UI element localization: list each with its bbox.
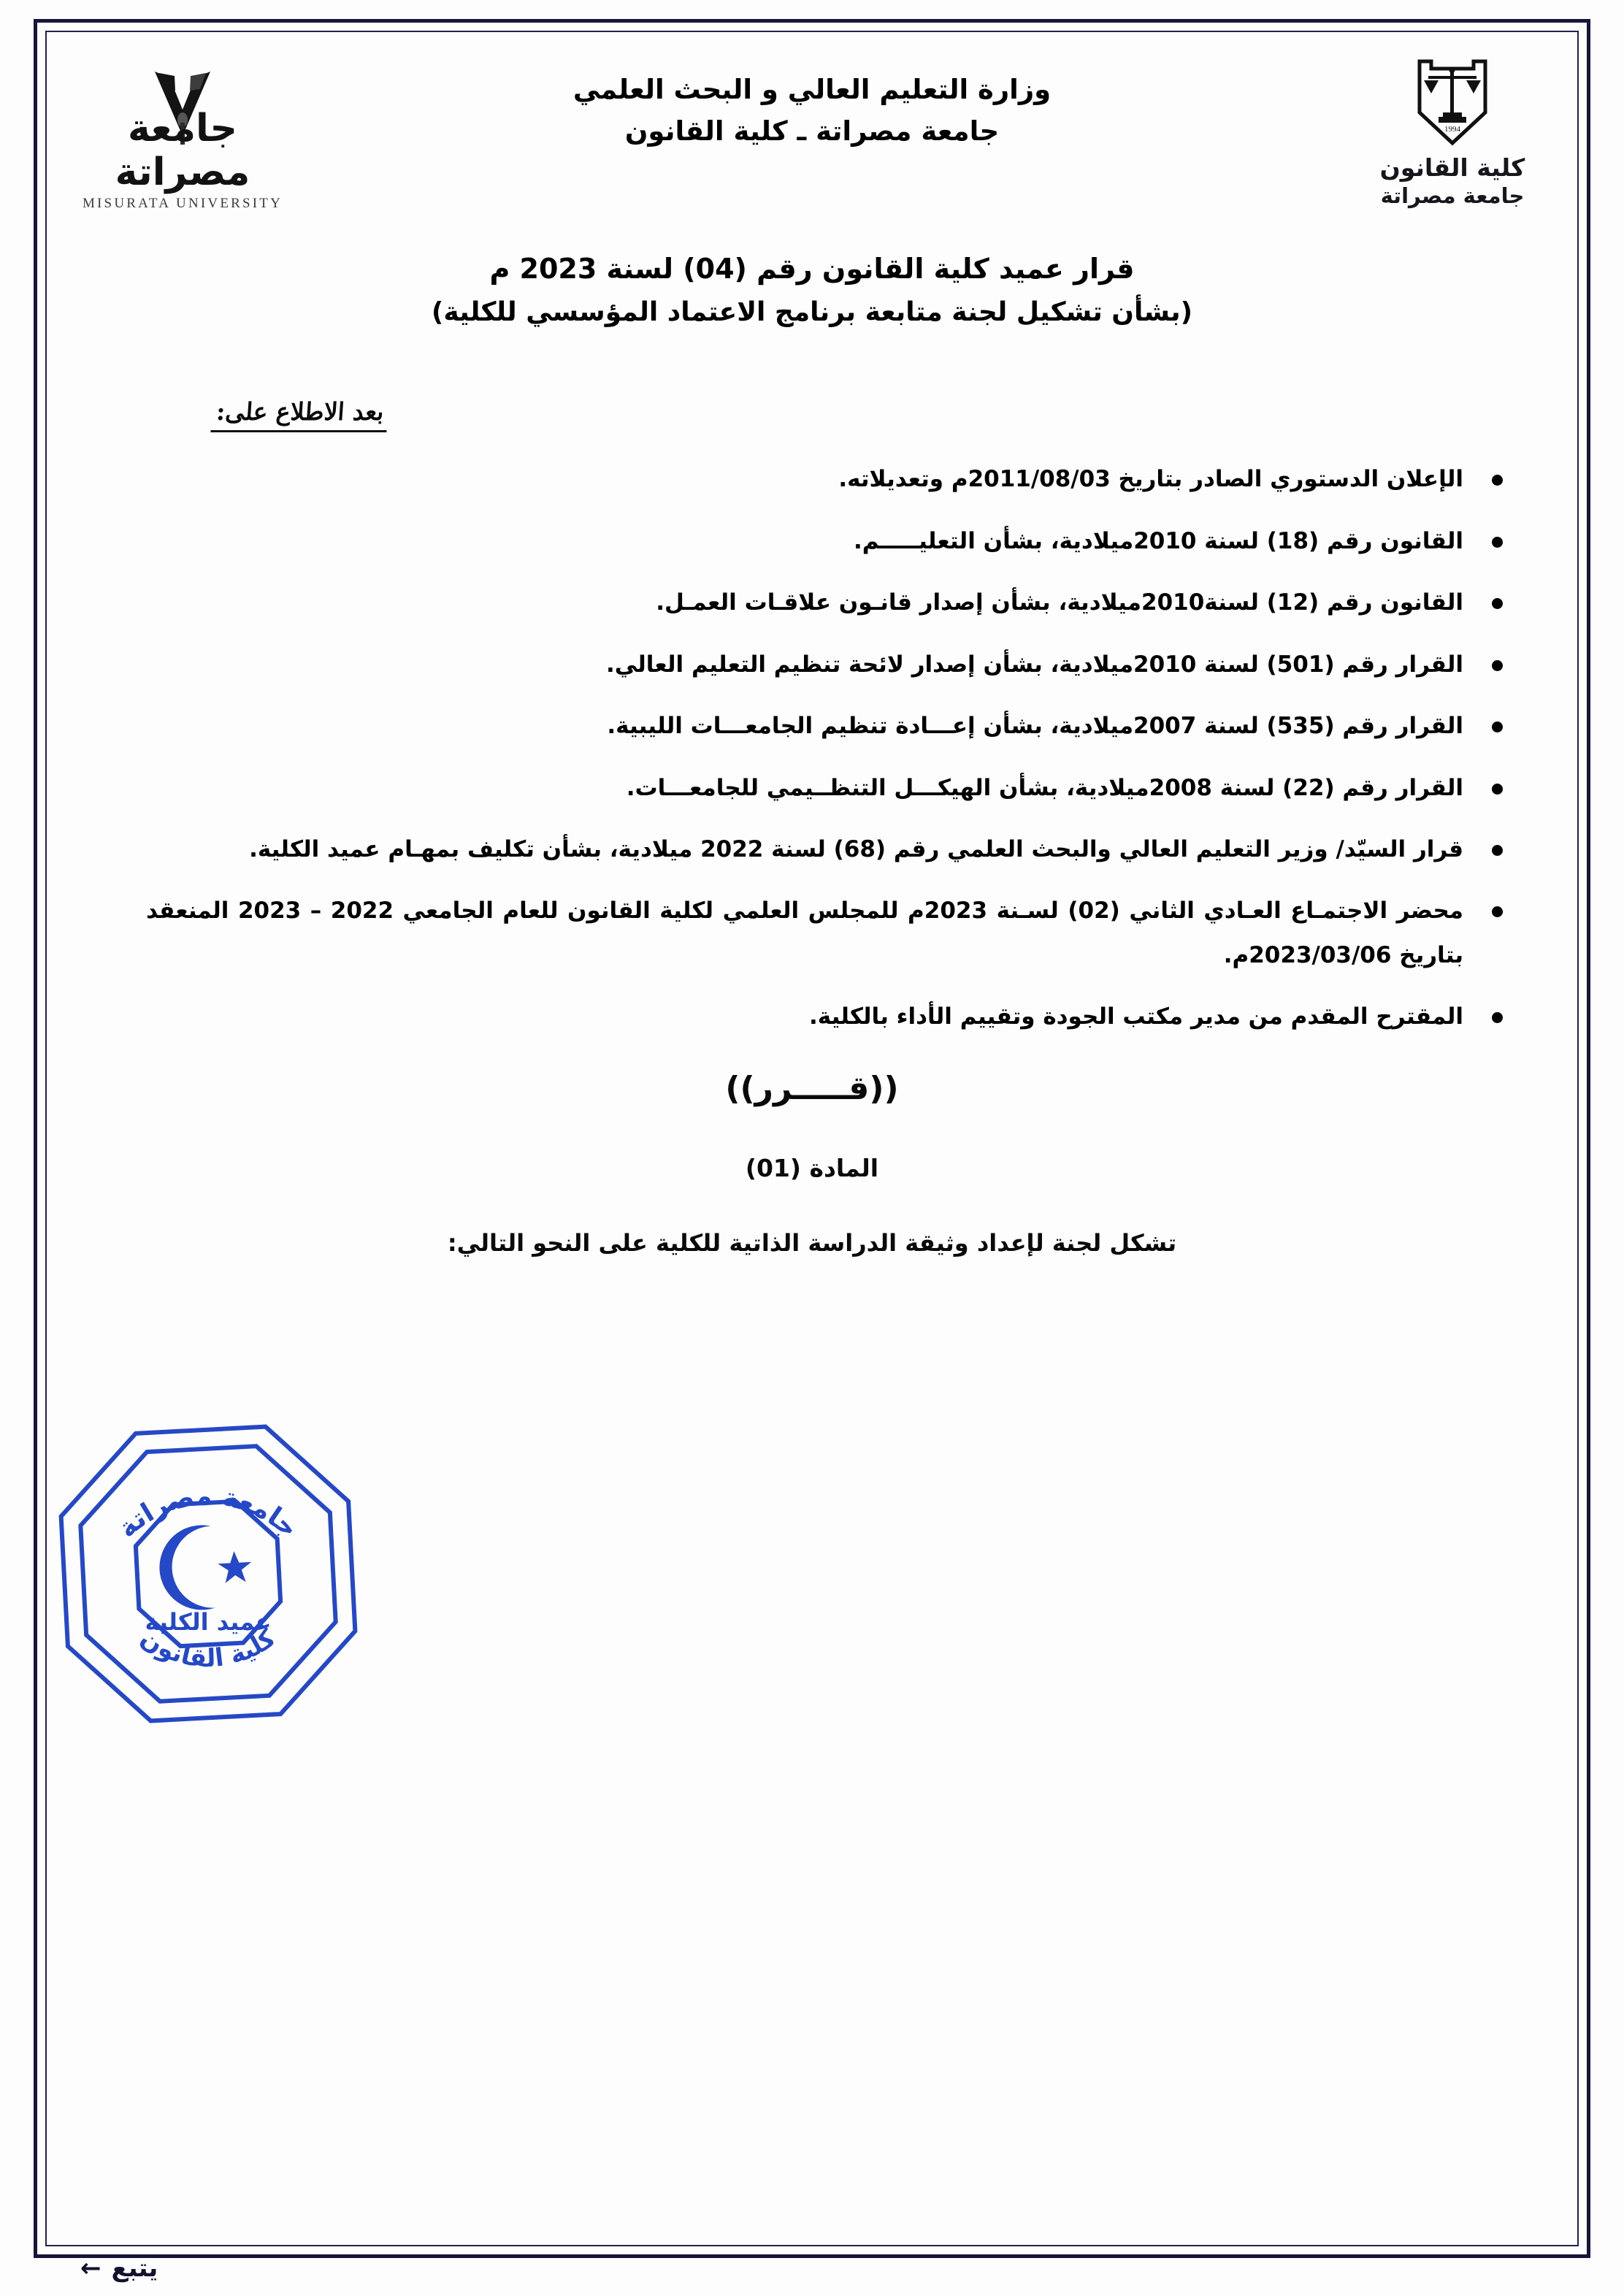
seal-top-arc-text: جامعة مصراتة [112, 1481, 304, 1544]
list-item: القانون رقم (18) لسنة 2010ميلادية، بشأن التعليـــــم. [146, 519, 1507, 563]
university-name-arabic: جامعة مصراتة [115, 107, 250, 194]
document-header [66, 51, 1558, 241]
list-item: القانون رقم (12) لسنة2010ميلادية، بشأن إصدار قانـون علاقـات العمـل. [146, 581, 1507, 624]
university-name-english: MISURATA UNIVERSITY [82, 196, 283, 211]
article-body-text: تشكل لجنة لإعداد وثيقة الدراسة الذاتية للكلية على النحو التالي: [447, 1228, 1177, 1257]
article-heading: المادة (01) [745, 1153, 879, 1182]
document-content [66, 51, 1558, 2226]
svg-text:1994: 1994 [1444, 125, 1460, 134]
ministry-line-2: جامعة مصراتة ـ كلية القانون [624, 115, 1000, 148]
ministry-line-1: وزارة التعليم العالي و البحث العلمي [572, 74, 1052, 105]
list-item: قرار السيّد/ وزير التعليم العالي والبحث العلمي رقم (68) لسنة 2022 ميلادية، بشأن تكليف بمهـام عميد الكلية. [146, 827, 1507, 871]
continues-label: يتبع [111, 2254, 158, 2283]
list-item: المقترح المقدم من مدير مكتب الجودة وتقييم الأداء بالكلية. [146, 995, 1507, 1038]
seal-center-text: عميد الكلية [145, 1608, 272, 1636]
list-item: القرار رقم (22) لسنة 2008ميلادية، بشأن الهيكـــل التنظــيمي للجامعـــات. [146, 766, 1507, 810]
clause-list [66, 457, 1558, 1038]
decision-keyword-block [66, 1070, 1558, 1107]
preamble-heading: بعد الاطلاع على: [210, 397, 389, 432]
svg-text:جامعة مصراتة [112, 1481, 304, 1544]
list-item: الإعلان الدستوري الصادر بتاريخ 2011/08/03م وتعديلاته. [146, 457, 1507, 501]
list-item: محضر الاجتمـاع العـادي الثاني (02) لسـنة 2023م للمجلس العلمي لكلية القانون للعام الجامعي 2022 – 2023 المنعقد بتاريخ 2023/03/06م. [146, 889, 1507, 977]
list-item: القرار رقم (501) لسنة 2010ميلادية، بشأن إصدار لائحة تنظيم التعليم العالي. [146, 643, 1507, 686]
decision-title-line-1: قرار عميد كلية القانون رقم (04) لسنة 2023 م [489, 253, 1135, 285]
dean-official-seal [51, 1417, 365, 1731]
preamble-block [66, 397, 1558, 432]
decision-title [66, 247, 1558, 333]
faculty-name-line-1: كلية القانون [1379, 153, 1525, 182]
decision-keyword: ((قـــــرر)) [725, 1069, 899, 1107]
seal-bottom-arc-text: كلية القانون [135, 1623, 281, 1674]
decision-title-line-2: (بشأن تشكيل لجنة متابعة برنامج الاعتماد المؤسسي للكلية) [431, 296, 1193, 327]
faculty-name-line-2: جامعة مصراتة [1380, 183, 1525, 208]
arrow-left-icon: ← [80, 2254, 102, 2283]
list-item: القرار رقم (535) لسنة 2007ميلادية، بشأن إعـــادة تنظيم الجامعـــات الليبية. [146, 704, 1507, 748]
scales-of-justice-icon [1409, 56, 1495, 149]
page-footer [80, 2254, 158, 2283]
faculty-of-law-logo [1354, 56, 1551, 209]
